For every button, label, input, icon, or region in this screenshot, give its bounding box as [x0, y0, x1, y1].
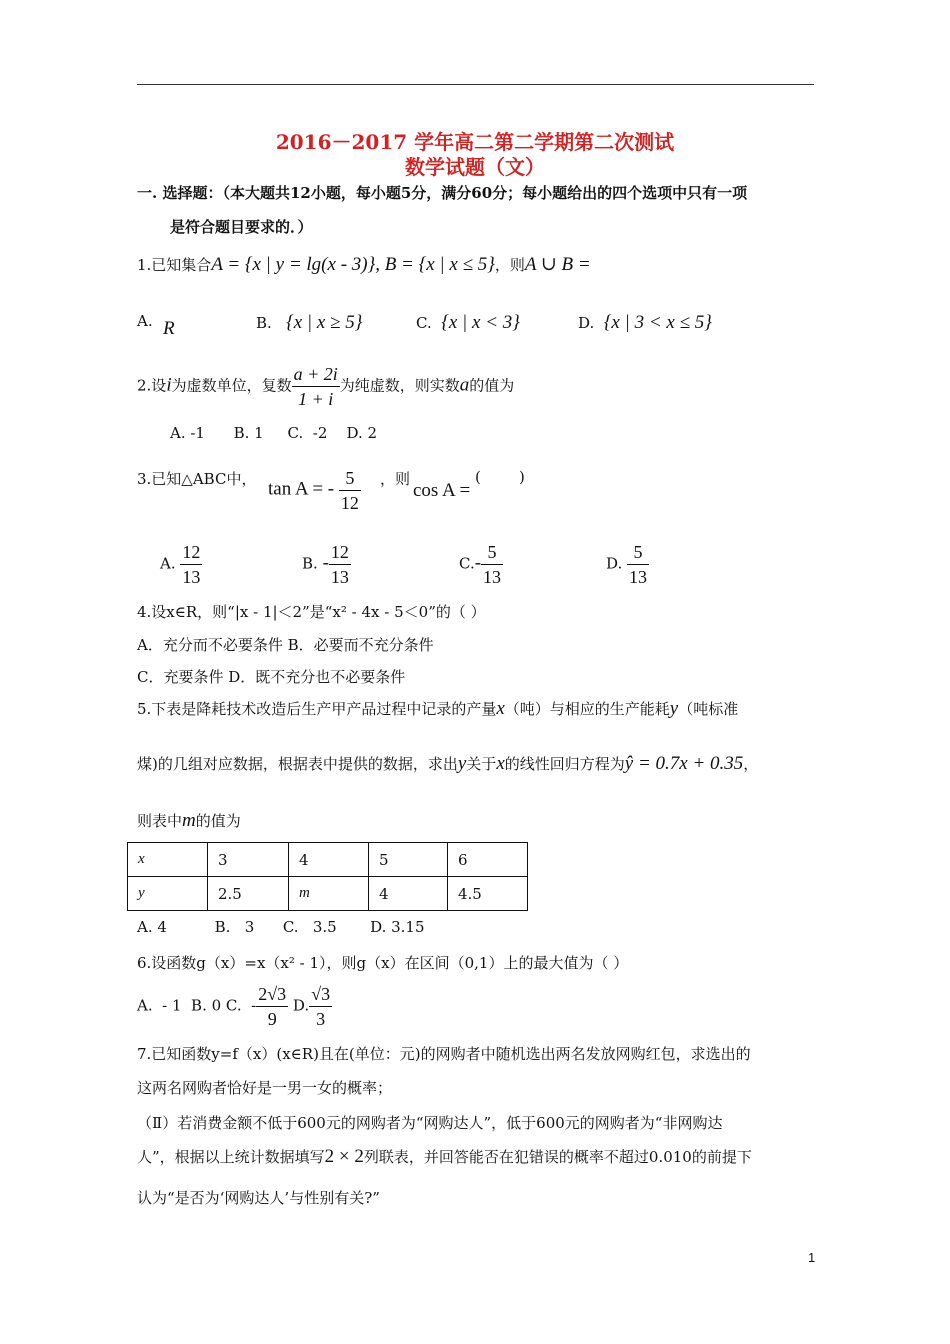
q3-option-a-fraction [180, 540, 202, 589]
q2-text-b: 为虚数单位，复数 [171, 376, 292, 395]
q1-option-d-value: {x | 3 < x ≤ 5} [603, 312, 712, 333]
q3-opt-den: 13 [483, 567, 502, 587]
page-number: 1 [808, 1250, 816, 1265]
q6-frac-den: 3 [316, 1009, 326, 1029]
q3-tan-fraction [339, 466, 361, 515]
q7-line4 [137, 1146, 752, 1168]
q5-y: y [457, 753, 467, 774]
table-cell: x [128, 843, 208, 877]
table-cell: y [128, 877, 208, 911]
q3-opt-den: 13 [330, 567, 349, 587]
q6-option-d-fraction [309, 982, 332, 1031]
q6-option-c-fraction [256, 982, 288, 1031]
q7-line2: 这两名网购者恰好是一男一女的概率； [137, 1079, 393, 1097]
section-heading: 一. 选择题：（本大题共12小题，每小题5分，满分60分；每小题给出的四个选项中只有一项 [137, 184, 748, 202]
q7-text: 列联表，并回答能否在犯错误的概率不超过0.010的前提下 [363, 1148, 752, 1166]
q3-option-d [606, 540, 649, 589]
q1-stem [137, 253, 591, 276]
q3-tan-lhs: tan A = - [268, 478, 335, 500]
q3-opt-num: 5 [481, 540, 503, 565]
q1-option-a [137, 312, 153, 330]
q2-stem [137, 362, 514, 411]
q6-frac-num: 2√3 [256, 982, 288, 1007]
q3-answer-paren: ( ) [475, 468, 525, 486]
q5-regression-equation: ŷ = 0.7x + 0.35 [624, 753, 744, 774]
q3-tan-den: 12 [340, 493, 359, 513]
q1-set-b: , B = {x | x ≤ 5} [375, 254, 495, 275]
q3-option-a [160, 540, 202, 589]
table-cell: 5 [369, 843, 448, 877]
q3-tan-num: 5 [339, 466, 361, 491]
q3-option-b [302, 540, 351, 589]
q3-opt-num: 5 [627, 540, 649, 565]
q6-options-text: A. - 1 B. 0 C. - [137, 996, 257, 1015]
q2-frac-num: a + 2i [292, 362, 340, 387]
q2-text-c: 为纯虚数，则实数 [339, 376, 460, 395]
table-row [128, 877, 528, 911]
header-rule [137, 84, 814, 85]
q3-opt-sign: - [474, 552, 482, 574]
q6-frac-den: 9 [267, 1009, 277, 1029]
q5-text: 的线性回归方程为 [504, 755, 625, 773]
q1-set-a: A = {x | y = lg(x - 3)} [211, 254, 376, 275]
q7-text: 人”，根据以上统计数据填写 [137, 1148, 325, 1166]
q4-options-2: C．充要条件 D．既不充分也不必要条件 [137, 668, 406, 686]
q1-option-label: A. [137, 312, 153, 330]
q5-text: ， [743, 755, 759, 773]
q3-then: ，则 [380, 470, 411, 488]
q2-options: A. -1 B. 1 C. -2 D. 2 [170, 424, 378, 442]
q5-text: 的值为 [195, 812, 241, 830]
q7-math: 2 × 2 [324, 1146, 364, 1167]
q4-options-1: A．充分而不必要条件 B．必要而不充分条件 [137, 636, 434, 654]
q2-a: a [459, 374, 470, 396]
q1-option-b-value: {x | x ≥ 5} [286, 312, 363, 333]
q6-stem: 6.设函数g（x）=x（x² - 1），则g（x）在区间（0,1）上的最大值为（ ） [137, 954, 629, 972]
q5-options: A. 4 B. 3 C. 3.5 D. 3.15 [137, 918, 425, 936]
q3-option-d-fraction [627, 540, 649, 589]
q6-options [137, 982, 332, 1031]
q3-option-label: B. [302, 554, 318, 573]
q1-option-label: B. [256, 314, 272, 332]
table-cell: m [289, 877, 369, 911]
q1-option-d [578, 312, 712, 334]
q5-text: 则表中 [137, 812, 183, 830]
q5-data-table [127, 842, 528, 911]
q3-opt-sign: - [322, 552, 329, 574]
exam-subtitle: 数学试题（文） [405, 155, 545, 179]
q5-text: 关于 [466, 755, 497, 773]
q7-line1: 7.已知函数y=f（x）(x∈R)且在(单位：元)的网购者中随机选出两名发放网购红包，求选出的 [137, 1045, 751, 1063]
q5-line1 [137, 698, 738, 720]
exam-title: 2016－2017 学年高二第二学期第二次测试 [275, 130, 675, 154]
q6-frac-num: √3 [309, 982, 332, 1007]
q5-text: 5.下表是降耗技术改造后生产甲产品过程中记录的产量 [137, 700, 497, 718]
table-cell: 3 [208, 843, 289, 877]
table-cell: 4 [289, 843, 369, 877]
q4-stem: 4.设x∈R，则“|x - 1|＜2”是“x² - 4x - 5＜0”的（ ） [137, 603, 486, 621]
q1-option-label: D. [578, 314, 595, 332]
section-heading-cont: 是符合题目要求的．） [170, 218, 313, 236]
q5-line3 [137, 810, 241, 832]
q5-m: m [182, 810, 196, 831]
q1-option-label: C. [416, 314, 432, 332]
q3-opt-den: 13 [182, 567, 201, 587]
q3-opt-den: 13 [629, 567, 648, 587]
q3-option-c-fraction [481, 540, 503, 589]
table-cell: 2.5 [208, 877, 289, 911]
q3-option-label: A. [160, 554, 176, 573]
q3-stem: 3.已知△ABC中， [137, 470, 257, 488]
q5-x: x [496, 753, 505, 774]
q5-text: （吨标准 [678, 700, 739, 718]
q1-option-c-value: {x | x < 3} [441, 312, 520, 333]
q2-i: i [166, 374, 172, 396]
q3-opt-num: 12 [180, 540, 202, 565]
q2-text-a: 2.设 [137, 376, 167, 395]
q1-then: ，则 [494, 256, 525, 274]
q5-y: y [669, 698, 679, 719]
q3-option-label: C. [459, 554, 475, 573]
q6-option-d-label: D. [292, 996, 310, 1015]
q2-fraction [292, 362, 340, 411]
q3-option-label: D. [606, 554, 623, 573]
q1-option-c [416, 312, 520, 334]
q5-x: x [496, 698, 505, 719]
q2-frac-den: 1 + i [298, 389, 334, 409]
table-cell: 4 [369, 877, 448, 911]
q5-line2 [137, 753, 758, 775]
q3-opt-num: 12 [329, 540, 351, 565]
q1-stem-text: 1.已知集合 [137, 256, 212, 274]
q7-line5: 认为“是否为‘网购达人’与性别有关?” [137, 1189, 380, 1207]
table-cell: 4.5 [448, 877, 528, 911]
q7-line3: （Ⅱ）若消费金额不低于600元的网购者为“网购达人”，低于600元的网购者为“非网购达 [137, 1114, 723, 1132]
table-cell: 6 [448, 843, 528, 877]
q1-ask: A ∪ B = [524, 254, 591, 275]
q3-option-b-fraction [329, 540, 351, 589]
q5-text: 煤)的几组对应数据，根据表中提供的数据，求出 [137, 755, 458, 773]
q5-text: （吨）与相应的生产能耗 [504, 700, 670, 718]
q1-option-b [256, 312, 362, 334]
q3-cos: cos A = [413, 480, 471, 501]
q1-option-a-value: R [163, 318, 175, 339]
q3-tan [268, 466, 361, 515]
table-row [128, 843, 528, 877]
q2-text-d: 的值为 [469, 376, 515, 395]
q3-option-c [459, 540, 503, 589]
